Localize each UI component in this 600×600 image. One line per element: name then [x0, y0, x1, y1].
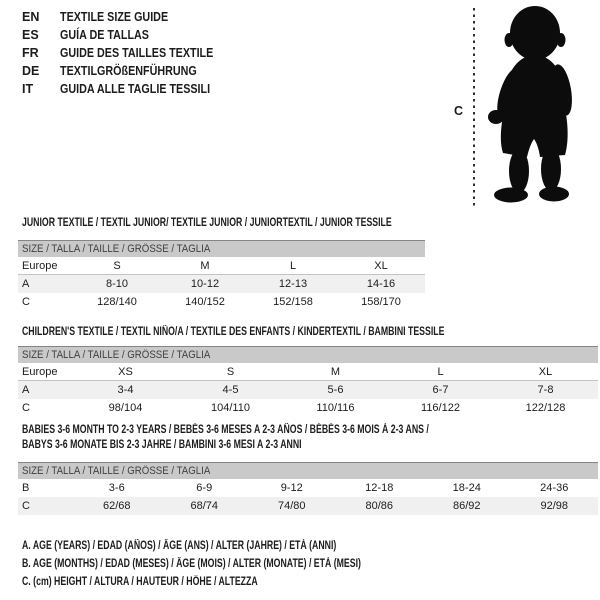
language-row: [22, 80, 238, 98]
language-label: GUIDA ALLE TAGLIE TESSILI: [60, 82, 211, 96]
size-cell: XL: [538, 365, 553, 378]
size-cell: 12-13: [278, 278, 308, 290]
size-cell: M: [200, 259, 210, 272]
section-title-block: [18, 216, 425, 231]
size-cell: 6-7: [432, 384, 449, 396]
language-code: IT: [22, 82, 34, 96]
size-table: [18, 462, 598, 515]
row-label: Europe: [22, 365, 58, 378]
table-row: [18, 257, 425, 275]
table-row: [18, 293, 425, 311]
language-label: GUÍA DE TALLAS: [60, 28, 149, 42]
size-cell: 24-36: [540, 482, 569, 494]
table-row: [18, 497, 598, 515]
row-label: C: [22, 296, 30, 308]
size-header-bar: [18, 346, 598, 363]
language-row: [22, 62, 238, 80]
section-babies-textile: [18, 423, 598, 515]
size-cell: XL: [374, 259, 388, 272]
section-title-block: [18, 325, 598, 340]
size-cell: 7-8: [537, 384, 554, 396]
legend-line: C. (cm) HEIGHT / ALTURA / HAUTEUR / HÖHE / ALTEZZA: [22, 576, 258, 588]
size-cell: 62/68: [102, 500, 131, 512]
size-cell: 18-24: [452, 482, 481, 494]
language-row: [22, 26, 238, 44]
size-cell: L: [437, 365, 444, 378]
section-title: CHILDREN'S TEXTILE / TEXTIL NIÑO/A / TEXTILE DES ENFANTS / KINDERTEXTIL / BAMBINI TESSILE: [22, 326, 445, 338]
table-row: [18, 275, 425, 293]
baby-silhouette-icon: [481, 5, 593, 205]
size-table: [18, 346, 598, 417]
size-cell: 6-9: [196, 482, 213, 494]
size-cell: 92/98: [540, 500, 569, 512]
size-cell: 86/92: [452, 500, 481, 512]
size-cell: S: [226, 365, 235, 378]
legend-line: A. AGE (YEARS) / EDAD (AÑOS) / ÂGE (ANS) / ALTER (JAHRE) / ETÀ (ANNI): [22, 540, 337, 552]
size-cell: 74/80: [277, 500, 306, 512]
size-header-label: SIZE / TALLA / TAILLE / GRÖSSE / TAGLIA: [22, 349, 211, 361]
size-cell: 128/140: [97, 296, 137, 308]
section-childrens-textile: [18, 325, 598, 417]
legend-line: B. AGE (MONTHS) / EDAD (MESES) / ÂGE (MOIS) / ALTER (MONATE) / ETÀ (MESI): [22, 558, 361, 570]
size-cell: 116/122: [421, 402, 460, 414]
row-label: C: [22, 402, 30, 414]
size-header-bar: [18, 462, 598, 479]
size-cell: 14-16: [366, 278, 396, 290]
language-code: ES: [22, 28, 39, 42]
size-cell: 80/86: [365, 500, 394, 512]
size-table: [18, 240, 425, 311]
height-measure-label: C: [454, 104, 464, 118]
size-cell: 3-4: [117, 384, 134, 396]
size-cell: 4-5: [222, 384, 239, 396]
row-label: C: [22, 500, 30, 512]
size-cell: 140/152: [185, 296, 225, 308]
size-cell: 3-6: [108, 482, 125, 494]
size-cell: XS: [118, 365, 133, 378]
table-row: [18, 381, 598, 399]
row-label: B: [22, 482, 30, 494]
size-cell: 152/158: [273, 296, 313, 308]
section-title-block: [18, 423, 598, 453]
size-cell: S: [113, 259, 121, 272]
size-header-label: SIZE / TALLA / TAILLE / GRÖSSE / TAGLIA: [22, 465, 211, 477]
language-row: [22, 8, 238, 26]
size-cell: 8-10: [105, 278, 129, 290]
size-cell: 10-12: [190, 278, 220, 290]
size-cell: 12-18: [365, 482, 394, 494]
size-cell: 158/170: [361, 296, 401, 308]
size-cell: 5-6: [327, 384, 344, 396]
size-cell: 122/128: [525, 402, 566, 414]
language-title-list: [22, 8, 238, 98]
size-cell: 104/110: [211, 402, 250, 414]
height-dotted-line: [473, 8, 475, 208]
section-title: BABIES 3-6 MONTH TO 2-3 YEARS / BEBÉS 3-6 MESES A 2-3 AÑOS / BÉBÉS 3-6 MOIS À 2-3 ANS /: [22, 424, 429, 436]
table-row: [18, 363, 598, 381]
table-row: [18, 479, 598, 497]
size-cell: 68/74: [190, 500, 219, 512]
size-header-bar: [18, 240, 425, 257]
row-label: A: [22, 278, 30, 290]
section-junior-textile: [18, 216, 425, 311]
size-cell: 110/116: [316, 402, 355, 414]
legend: [22, 537, 468, 591]
row-label: A: [22, 384, 30, 396]
language-code: FR: [22, 46, 39, 60]
size-cell: M: [330, 365, 341, 378]
language-label: GUIDE DES TAILLES TEXTILE: [60, 46, 214, 60]
language-code: DE: [22, 64, 40, 78]
size-cell: 98/104: [108, 402, 143, 414]
size-cell: L: [289, 259, 297, 272]
language-code: EN: [22, 10, 40, 24]
language-label: TEXTILE SIZE GUIDE: [60, 10, 169, 24]
language-row: [22, 44, 238, 62]
section-title: JUNIOR TEXTILE / TEXTIL JUNIOR/ TEXTILE JUNIOR / JUNIORTEXTIL / JUNIOR TESSILE: [22, 217, 392, 229]
size-header-label: SIZE / TALLA / TAILLE / GRÖSSE / TAGLIA: [22, 243, 211, 255]
table-row: [18, 399, 598, 417]
size-cell: 9-12: [280, 482, 303, 494]
row-label: Europe: [22, 259, 58, 272]
language-label: TEXTILGRÖßENFÜHRUNG: [60, 64, 197, 78]
section-title: BABYS 3-6 MONATE BIS 2-3 JAHRE / BAMBINI 3-6 MESI A 2-3 ANNI: [22, 439, 302, 451]
